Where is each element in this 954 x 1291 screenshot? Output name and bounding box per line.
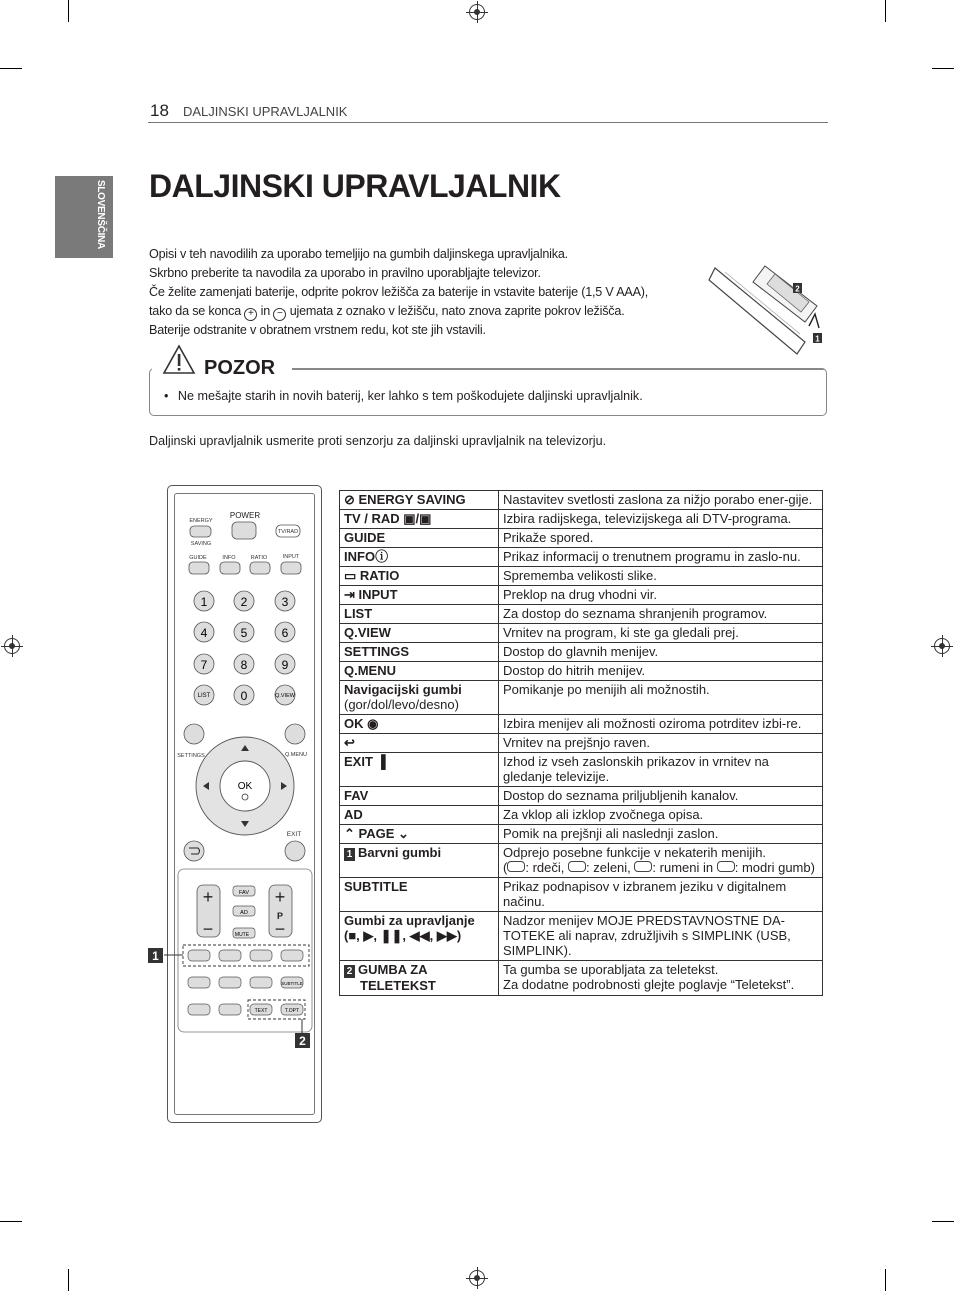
- table-desc: Pomik na prejšnji ali naslednji zaslon.: [499, 825, 823, 844]
- intro-line: [149, 304, 625, 321]
- language-tab: [55, 176, 113, 258]
- table-row: [340, 878, 823, 912]
- registration-mark-icon: [469, 1270, 485, 1286]
- figure-callout-2: 2: [795, 284, 800, 294]
- info-label: INFO: [222, 555, 236, 561]
- svg-text:+: +: [202, 887, 214, 907]
- table-key: PAGE: [358, 826, 395, 841]
- table-row: [340, 961, 823, 996]
- desc-part: : modri gumb): [734, 860, 815, 875]
- list-label: LIST: [197, 693, 211, 699]
- table-key: INFO: [344, 549, 376, 564]
- table-row: [340, 787, 823, 806]
- guide-label: GUIDE: [189, 555, 207, 561]
- input-icon: ⇥: [344, 587, 359, 602]
- intro-text: in: [260, 304, 271, 318]
- table-row: [340, 529, 823, 548]
- digit-keypad: [194, 591, 296, 705]
- registration-mark-icon: [934, 638, 950, 654]
- language-tab-label: SLOVENŠČINA: [95, 180, 106, 249]
- caution-title: POZOR: [204, 357, 276, 379]
- yellow-button-icon: [634, 861, 652, 872]
- crop-mark: [885, 0, 886, 22]
- table-desc: Za vklop ali izklop zvočnega opisa.: [499, 806, 823, 825]
- table-key: Gumbi za upravljanje: [344, 913, 475, 928]
- registration-mark-icon: [469, 4, 485, 20]
- settings-button: [184, 724, 204, 744]
- table-row: [340, 624, 823, 643]
- program-label: P: [276, 911, 284, 921]
- registration-mark-icon: [4, 638, 20, 654]
- input-button: [281, 562, 301, 574]
- desc-part: : rdeči,: [525, 860, 565, 875]
- table-desc: Izbira radijskega, televizijskega ali DTV-programa.: [499, 510, 823, 529]
- red-button: [188, 950, 210, 961]
- caution-rule: [292, 369, 825, 370]
- table-desc: Nadzor menijev MOJE PREDSTAVNOSTNE DA-TOTEKE ali naprav, združljivih s SIMPLINK (USB, SIMPLINK).: [499, 912, 823, 961]
- table-desc: Izhod iz vseh zaslonskih prikazov in vrnitev na gledanje televizije.: [499, 753, 823, 787]
- digit-6: 6: [281, 626, 289, 640]
- table-row: [340, 643, 823, 662]
- figure-callout-1: 1: [815, 334, 820, 344]
- table-row: [340, 844, 823, 878]
- table-key: FAV: [340, 787, 499, 806]
- digit-8: 8: [240, 658, 248, 672]
- table-key: RATIO: [359, 568, 400, 583]
- svg-text:−: −: [202, 919, 214, 939]
- header-rule: [148, 122, 828, 123]
- table-row: [340, 491, 823, 510]
- table-row: [340, 567, 823, 586]
- qmenu-label: Q.MENU: [285, 752, 307, 758]
- table-desc: Za dostop do seznama shranjenih programov.: [499, 605, 823, 624]
- crop-mark: [0, 68, 22, 69]
- crop-mark: [0, 1221, 22, 1222]
- page-up-icon: ⌃: [344, 826, 359, 841]
- bullet: •: [164, 389, 169, 403]
- table-key: AD: [340, 806, 499, 825]
- green-button-icon: [568, 861, 586, 872]
- battery-cover-illustration: [705, 262, 827, 360]
- table-desc: [499, 844, 823, 878]
- table-row: [340, 912, 823, 961]
- desc-part: : zeleni,: [585, 860, 631, 875]
- tv-radio-icon: ▣/▣: [399, 511, 432, 526]
- aim-instruction: Daljinski upravljalnik usmerite proti senzorju za daljinski upravljalnik na televizorju.: [149, 434, 607, 448]
- settings-label: SETTINGS: [177, 753, 205, 759]
- input-label: INPUT: [282, 554, 300, 560]
- subtitle-label: SUBTITLE: [281, 981, 303, 986]
- intro-line: Opisi v teh navodilih za uporabo temeljijo na gumbih daljinskega upravljalnika.: [149, 247, 568, 261]
- page-number: 18: [150, 101, 169, 120]
- intro-text: ujemata z oznako v ležišču, nato znova zaprite pokrov ležišča.: [289, 304, 625, 318]
- table-key-sub: (■, ▶, ❚❚, ◀◀, ▶▶): [344, 928, 462, 943]
- table-row: [340, 586, 823, 605]
- callout-2-tag: 2: [344, 965, 355, 978]
- intro-line: Skrbno preberite ta navodila za uporabo in pravilno uporabljajte televizor.: [149, 266, 541, 280]
- topt-label: T.OPT: [284, 1008, 300, 1014]
- table-desc: Dostop do glavnih menijev.: [499, 643, 823, 662]
- digit-2: 2: [240, 595, 248, 609]
- svg-text:+: +: [274, 887, 286, 907]
- table-row: [340, 715, 823, 734]
- table-row: [340, 734, 823, 753]
- ratio-button: [250, 562, 270, 574]
- blue-button-icon: [717, 861, 735, 872]
- ok-icon: ◉: [363, 716, 379, 731]
- yellow-button: [250, 950, 272, 961]
- table-desc: Prikaz informacij o trenutnem programu in zaslo-nu.: [499, 548, 823, 567]
- svg-text:−: −: [274, 919, 286, 939]
- callout-1-tag: 1: [344, 848, 355, 861]
- rewind-button: [188, 1004, 210, 1015]
- desc-part: Ta gumba se uporabljata za teletekst.: [503, 962, 719, 977]
- exit-button: [285, 841, 305, 861]
- table-desc: Vrnitev na prejšnjo raven.: [499, 734, 823, 753]
- table-key: GUIDE: [340, 529, 499, 548]
- warning-icon: [162, 344, 196, 376]
- desc-part: Odprejo posebne funkcije v nekaterih menijih.: [503, 845, 767, 860]
- table-key: EXIT: [344, 754, 373, 769]
- energy-label: ENERGY: [189, 518, 213, 524]
- digit-3: 3: [281, 595, 289, 609]
- running-header: DALJINSKI UPRAVLJALNIK: [183, 104, 348, 119]
- digit-0: 0: [240, 689, 248, 703]
- exit-icon: ▐: [372, 754, 386, 769]
- table-desc: Preklop na drug vhodni vir.: [499, 586, 823, 605]
- table-row: [340, 806, 823, 825]
- table-desc: Izbira menijev ali možnosti oziroma potrditev izbi-re.: [499, 715, 823, 734]
- ratio-label: RATIO: [250, 555, 268, 561]
- callout-1: 1: [152, 949, 159, 963]
- play-button: [219, 977, 241, 988]
- guide-button: [189, 562, 209, 574]
- crop-mark: [885, 1269, 886, 1291]
- callout-2: 2: [299, 1034, 306, 1048]
- table-key: ENERGY SAVING: [358, 492, 466, 507]
- table-key: Q.VIEW: [340, 624, 499, 643]
- qview-label: Q.VIEW: [275, 693, 295, 699]
- table-desc: Pomikanje po menijih ali možnostih.: [499, 681, 823, 715]
- table-key: LIST: [340, 605, 499, 624]
- table-key-sub: (gor/dol/levo/desno): [344, 697, 459, 712]
- desc-part: Za dodatne podrobnosti glejte poglavje “Teletekst”.: [503, 977, 795, 992]
- table-desc: Nastavitev svetlosti zaslona za nižjo porabo ener-gije.: [499, 491, 823, 510]
- table-row: [340, 605, 823, 624]
- qmenu-button: [285, 724, 305, 744]
- table-key: SETTINGS: [340, 643, 499, 662]
- digit-7: 7: [200, 658, 208, 672]
- exit-label: EXIT: [286, 831, 302, 838]
- caution-item: [164, 389, 643, 403]
- intro-line: Baterije odstranite v obratnem vrstnem redu, kot ste jih vstavili.: [149, 323, 486, 337]
- eco-icon: ⊘: [344, 492, 359, 507]
- table-key: TELETEKST: [360, 978, 436, 993]
- table-key: Navigacijski gumbi: [344, 682, 462, 697]
- ratio-icon: ▭: [344, 568, 360, 583]
- digit-5: 5: [240, 626, 248, 640]
- minus-icon: −: [273, 308, 286, 321]
- table-desc: Vrnitev na program, ki ste ga gledali prej.: [499, 624, 823, 643]
- table-desc: Dostop do seznama priljubljenih kanalov.: [499, 787, 823, 806]
- table-desc: Sprememba velikosti slike.: [499, 567, 823, 586]
- remote-control-drawing: [145, 485, 325, 1125]
- power-button: [232, 522, 256, 539]
- table-row: [340, 510, 823, 529]
- desc-part: : rumeni in: [652, 860, 714, 875]
- table-desc: Dostop do hitrih menijev.: [499, 662, 823, 681]
- table-key: GUMBA ZA: [358, 962, 428, 977]
- fav-label: FAV: [239, 890, 249, 896]
- back-button: [184, 841, 204, 861]
- power-label: POWER: [229, 511, 261, 520]
- back-icon: ↩: [344, 735, 355, 750]
- desc-part: (: [503, 860, 508, 875]
- table-key: TV / RAD: [344, 511, 400, 526]
- table-row: [340, 662, 823, 681]
- ad-label: AD: [240, 910, 248, 916]
- table-row: [340, 753, 823, 787]
- crop-mark: [68, 0, 69, 22]
- table-row: [340, 825, 823, 844]
- table-row: [340, 548, 823, 567]
- red-button-icon: [507, 861, 525, 872]
- page-title: DALJINSKI UPRAVLJALNIK: [149, 168, 561, 204]
- mute-label: MUTE: [234, 932, 250, 938]
- intro-text: tako da se konca: [149, 304, 242, 318]
- blue-button: [281, 950, 303, 961]
- intro-line: Če želite zamenjati baterije, odprite pokrov ležišča za baterije in vstavite baterije (1,5 V AAA),: [149, 285, 649, 299]
- saving-label: SAVING: [190, 541, 212, 547]
- caution-text: Ne mešajte starih in novih baterij, ker lahko s tem poškodujete daljinski upravljalnik.: [177, 389, 643, 403]
- green-button: [219, 950, 241, 961]
- digit-1: 1: [200, 595, 208, 609]
- stop-button: [188, 977, 210, 988]
- forward-button: [219, 1004, 241, 1015]
- plus-icon: +: [244, 308, 257, 321]
- tvrad-label: TV/RAD: [277, 529, 299, 535]
- table-desc: [499, 961, 823, 996]
- ok-label: OK: [237, 781, 253, 792]
- crop-mark: [68, 1269, 69, 1291]
- digit-4: 4: [200, 626, 208, 640]
- button-function-table: [339, 490, 823, 996]
- pause-button: [250, 977, 272, 988]
- table-key: INPUT: [358, 587, 398, 602]
- crop-mark: [932, 68, 954, 69]
- crop-mark: [932, 1221, 954, 1222]
- table-key: SUBTITLE: [340, 878, 499, 912]
- page-down-icon: ⌄: [394, 826, 409, 841]
- info-button: [220, 562, 240, 574]
- table-desc: Prikaz podnapisov v izbranem jeziku v digitalnem načinu.: [499, 878, 823, 912]
- digit-9: 9: [281, 658, 289, 672]
- table-key: OK: [344, 716, 364, 731]
- energy-saving-button: [190, 526, 211, 537]
- text-label: TEXT: [254, 1008, 268, 1014]
- table-key: Barvni gumbi: [358, 845, 442, 860]
- table-key: Q.MENU: [340, 662, 499, 681]
- table-row: [340, 681, 823, 715]
- table-desc: Prikaže spored.: [499, 529, 823, 548]
- info-icon: ⓘ: [375, 549, 389, 564]
